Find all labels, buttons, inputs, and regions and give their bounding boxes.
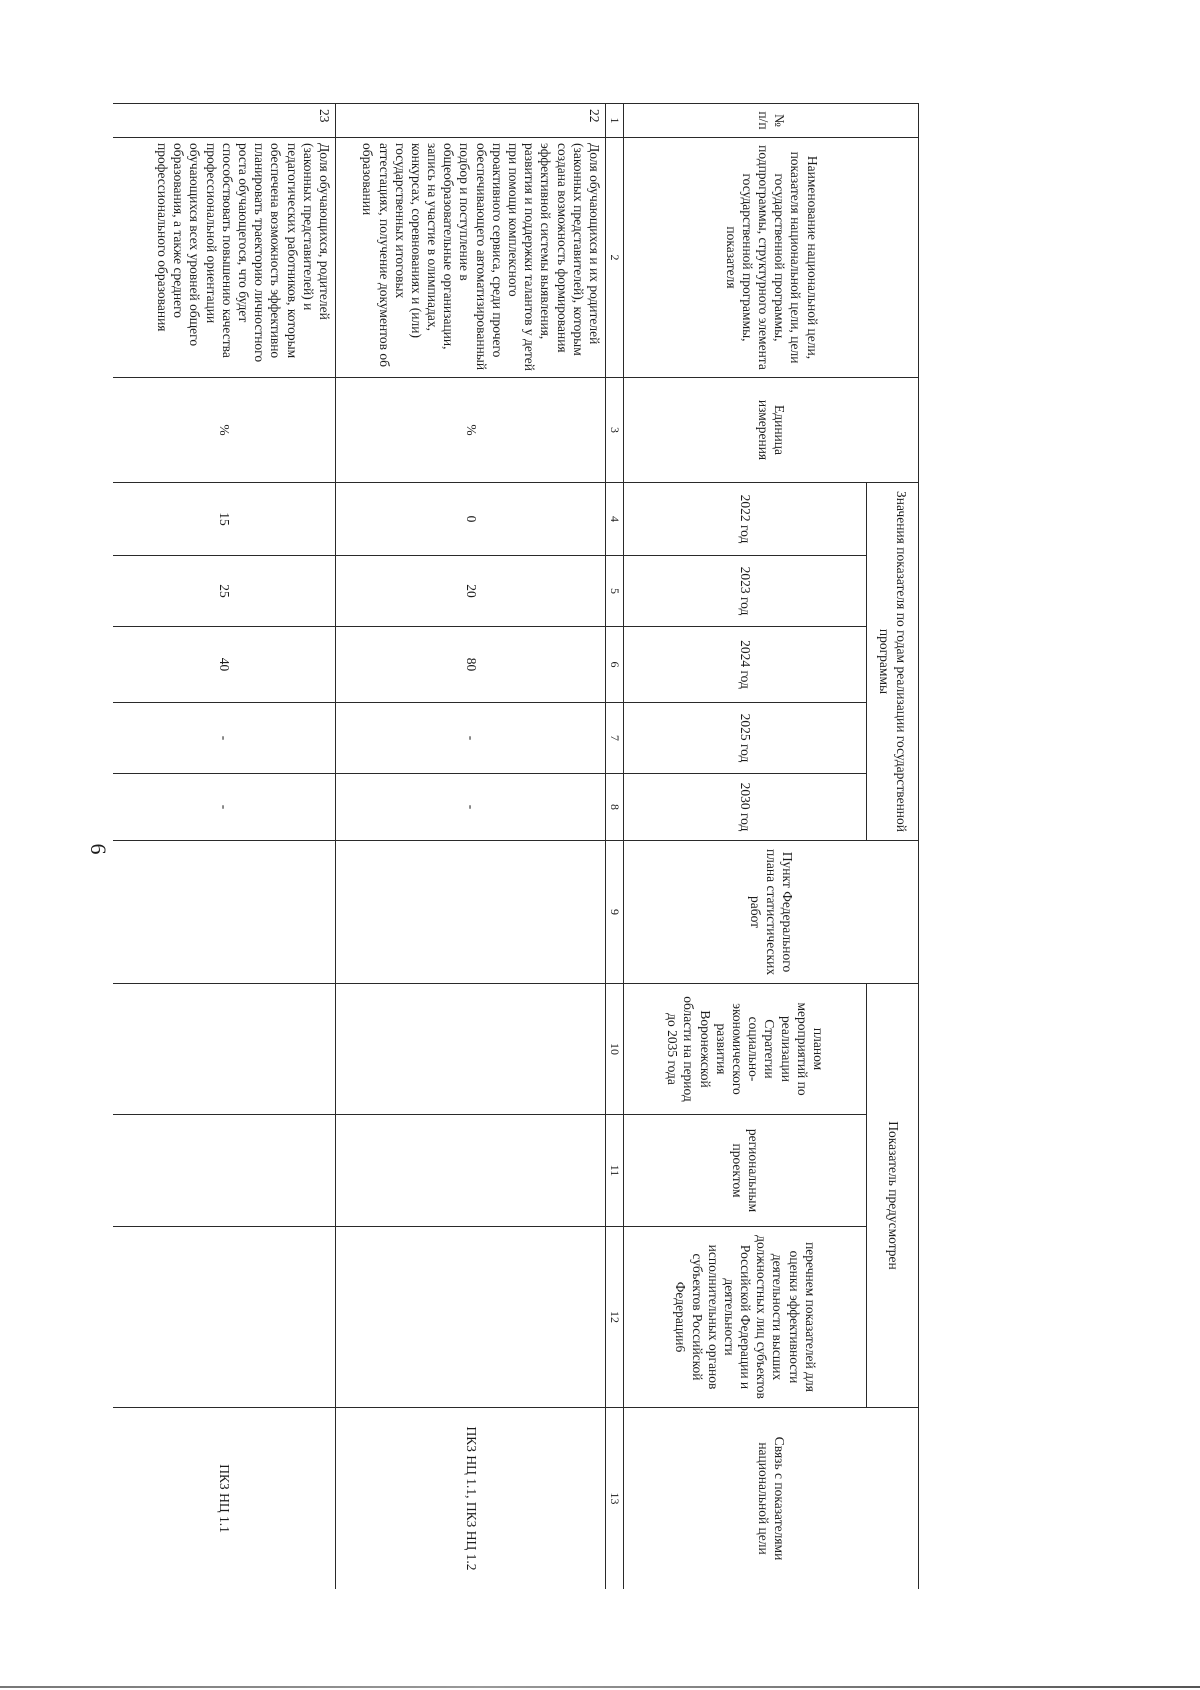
header-year-2024: 2024 год (624, 627, 867, 703)
document-sheet (113, 103, 919, 1589)
indicators-table (113, 103, 919, 1589)
header-provided-kpi: перечнем показателей для оценки эффективности деятельности высших должностных лиц субъектов Российской Федерации и деятельности исполнительных органов субъектов Российской Федерации6 (624, 1227, 867, 1408)
row-provided-regional (113, 1115, 336, 1227)
row-provided-regional (336, 1115, 606, 1227)
row-provided-strategy (113, 984, 336, 1115)
table-row (336, 104, 606, 1590)
row-value-2024: 40 (113, 627, 336, 703)
header-unit: Единица измерения (624, 378, 919, 483)
row-link: ПКЗ НЦ 1.1 (113, 1408, 336, 1589)
row-value-2023: 20 (336, 556, 606, 627)
header-fed-plan: Пункт Федерального плана статистических работ (624, 841, 919, 984)
table-row (113, 104, 336, 1590)
header-provided-strategy: планом мероприятий по реализации Стратегии социально-экономического развития Воронежской области на период до 2035 года (624, 984, 867, 1115)
rotated-table-container (113, 103, 919, 1589)
row-name: Доля обучающихся, родителей (законных представителей) и педагогических работников, которым обеспечена возможность эффективно планировать траекторию личностного роста обучающегося, что будет способствовать повышению качества профессиональной ориентации обучающихся всех уровней общего образования, а также среднего профессионального образования (113, 138, 336, 378)
row-name: Доля обучающихся и их родителей (законных представителей), которым создана возможность формирования эффективной системы выявления, развития и поддержки талантов у детей при помощи комплексного проактивного сервиса, среди прочего обеспечивающего автоматизированный подбор и поступление в общеобразовательные организации, запись на участие в олимпиадах, конкурсах, соревнованиях и (или) государственных итоговых аттестациях, получение документов об образовании (336, 138, 606, 378)
column-number: 4 (606, 483, 624, 556)
column-number: 2 (606, 138, 624, 378)
header-no: № п/п (624, 104, 919, 138)
header-link: Связь с показателями национальной цели (624, 1408, 919, 1589)
row-unit: % (113, 378, 336, 483)
row-value-2022: 0 (336, 483, 606, 556)
header-year-2025: 2025 год (624, 703, 867, 774)
column-number: 7 (606, 703, 624, 774)
column-number: 5 (606, 556, 624, 627)
row-no: 22 (336, 104, 606, 138)
header-year-2022: 2022 год (624, 483, 867, 556)
header-name: Наименование национальной цели, показателя национальной цели, цели государственной программы, подпрограммы, структурного элемента государственной программы, показателя (624, 138, 919, 378)
row-value-2022: 15 (113, 483, 336, 556)
row-provided-kpi (336, 1227, 606, 1408)
column-number: 1 (606, 104, 624, 138)
row-value-2030: - (336, 774, 606, 841)
row-value-2025: - (113, 703, 336, 774)
row-fed-plan (113, 841, 336, 984)
column-number: 11 (606, 1115, 624, 1227)
header-row-1 (867, 104, 919, 1590)
column-number: 10 (606, 984, 624, 1115)
column-number: 9 (606, 841, 624, 984)
column-number: 12 (606, 1227, 624, 1408)
header-year-2030: 2030 год (624, 774, 867, 841)
column-number-row (606, 104, 624, 1590)
column-number: 6 (606, 627, 624, 703)
row-provided-kpi (113, 1227, 336, 1408)
column-number: 3 (606, 378, 624, 483)
row-value-2024: 80 (336, 627, 606, 703)
column-number: 8 (606, 774, 624, 841)
header-provided-regional: региональным проектом (624, 1115, 867, 1227)
row-value-2023: 25 (113, 556, 336, 627)
row-value-2025: - (336, 703, 606, 774)
scan-edge-line (0, 1686, 1200, 1688)
row-link: ПКЗ НЦ 1.1, ПКЗ НЦ 1.2 (336, 1408, 606, 1589)
header-year-2023: 2023 год (624, 556, 867, 627)
column-number: 13 (606, 1408, 624, 1589)
row-no: 23 (113, 104, 336, 138)
row-value-2030: - (113, 774, 336, 841)
header-values-group: Значения показателя по годам реализации государственной программы (867, 483, 919, 841)
row-provided-strategy (336, 984, 606, 1115)
header-provided-group: Показатель предусмотрен (867, 984, 919, 1408)
row-unit: % (336, 378, 606, 483)
row-fed-plan (336, 841, 606, 984)
page-number: 6 (86, 843, 111, 855)
